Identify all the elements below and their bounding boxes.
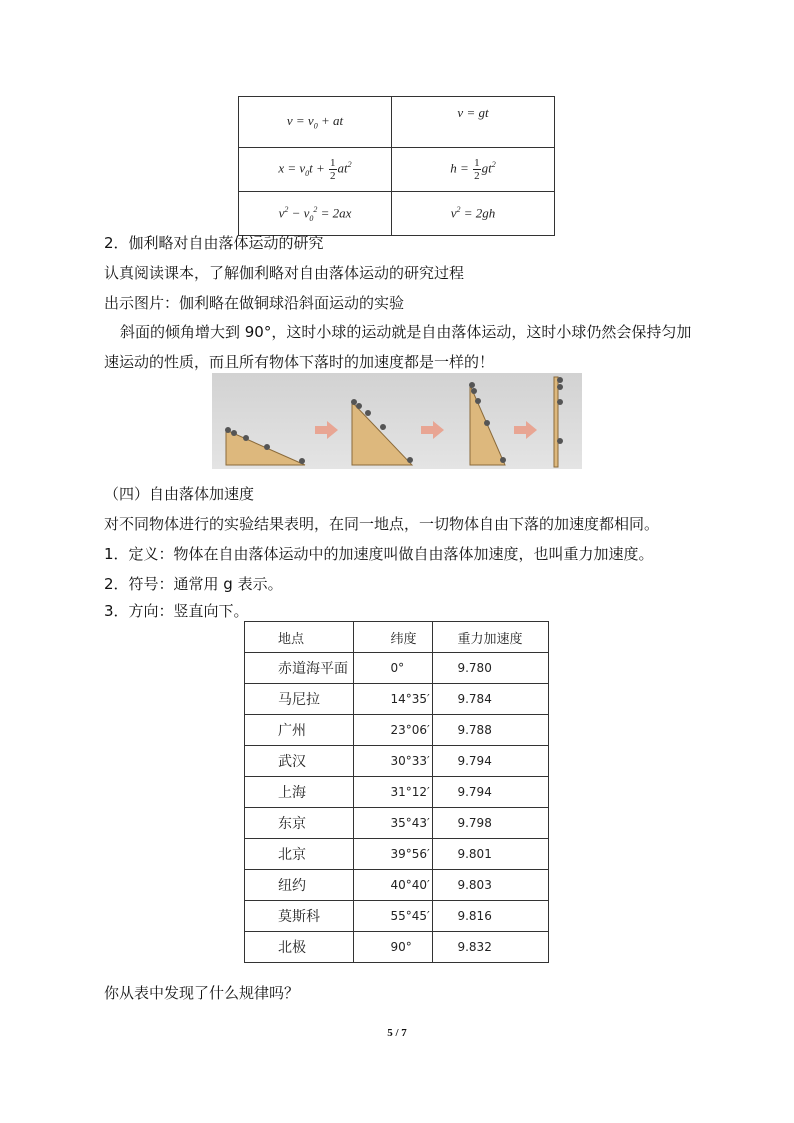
formula-displacement: $x = v_0t$ + $\frac{1}{2}$ $at^2$ [239,148,392,192]
formula-free-fall-velocity-height: $v^2 = 2gh$ [392,192,555,236]
cell-gravity: 9.816 [433,901,549,932]
table-row [245,653,549,684]
cell-gravity: 9.801 [433,839,549,870]
section-heading-galileo: 2．伽利略对自由落体运动的研究 [104,234,324,252]
cell-location: 上海 [245,777,354,808]
cell-location: 武汉 [245,746,354,777]
column-header: 重力加速度 [433,622,549,653]
section-heading-gravity: （四）自由落体加速度 [104,485,255,503]
definition-line: 1．定义：物体在自由落体运动中的加速度叫做自由落体加速度，也叫重力加速度。 [104,545,654,563]
table-row [245,746,549,777]
table-row [245,715,549,746]
cell-latitude: 35°43′ [354,808,433,839]
symbol-line: 2．符号：通常用 g 表示。 [104,575,283,593]
table-row [245,932,549,963]
paragraph-line: 斜面的倾角增大到 90°，这时小球的运动就是自由落体运动，这时小球仍然会保持匀加 [120,323,692,341]
cell-location: 马尼拉 [245,684,354,715]
cell-latitude: 55°45′ [354,901,433,932]
paragraph-line: 对不同物体进行的实验结果表明，在同一地点，一切物体自由下落的加速度都相同。 [104,515,660,533]
instruction-text: 认真阅读课本，了解伽利略对自由落体运动的研究过程 [104,264,465,282]
cell-gravity: 9.794 [433,746,549,777]
cell-latitude: 90° [354,932,433,963]
cell-gravity: 9.832 [433,932,549,963]
table-row [245,777,549,808]
table-row [245,901,549,932]
formula-free-fall-height: h = $\frac{1}{2}$ $gt^2$ [392,148,555,192]
cell-latitude: 30°33′ [354,746,433,777]
cell-location: 广州 [245,715,354,746]
gravity-table [244,621,549,963]
formula-velocity: $v = v_0$ + at [239,97,392,148]
cell-location: 北极 [245,932,354,963]
table-row [245,808,549,839]
cell-gravity: 9.780 [433,653,549,684]
cell-location: 北京 [245,839,354,870]
cell-latitude: 0° [354,653,433,684]
cell-gravity: 9.788 [433,715,549,746]
cell-location: 纽约 [245,870,354,901]
cell-gravity: 9.798 [433,808,549,839]
cell-gravity: 9.784 [433,684,549,715]
table-row [245,839,549,870]
formula-velocity-displacement: $v^2 - v_0^2 = 2ax$ [239,192,392,236]
table-row [245,870,549,901]
page-number: 5 / 7 [387,1027,407,1039]
inclined-plane-experiment-icon [212,373,582,469]
cell-latitude: 14°35′ [354,684,433,715]
cell-gravity: 9.794 [433,777,549,808]
cell-latitude: 39°56′ [354,839,433,870]
paragraph-line: 速运动的性质，而且所有物体下落时的加速度都是一样的！ [104,353,495,371]
direction-line: 3．方向：竖直向下。 [104,602,249,620]
cell-location: 莫斯科 [245,901,354,932]
formula-free-fall-velocity: v = gt [392,97,555,148]
column-header: 纬度 [354,622,433,653]
cell-latitude: 40°40′ [354,870,433,901]
cell-location: 赤道海平面 [245,653,354,684]
table-row [239,97,555,148]
table-row [239,192,555,236]
table-row [245,684,549,715]
column-header: 地点 [245,622,354,653]
table-row [239,148,555,192]
table-header-row [245,622,549,653]
instruction-text: 出示图片：伽利略在做铜球沿斜面运动的实验 [104,294,405,312]
cell-location: 东京 [245,808,354,839]
cell-latitude: 23°06′ [354,715,433,746]
cell-latitude: 31°12′ [354,777,433,808]
cell-gravity: 9.803 [433,870,549,901]
inclined-plane-figure [212,373,582,469]
question-text: 你从表中发现了什么规律吗？ [104,984,300,1002]
formula-table [238,96,555,236]
